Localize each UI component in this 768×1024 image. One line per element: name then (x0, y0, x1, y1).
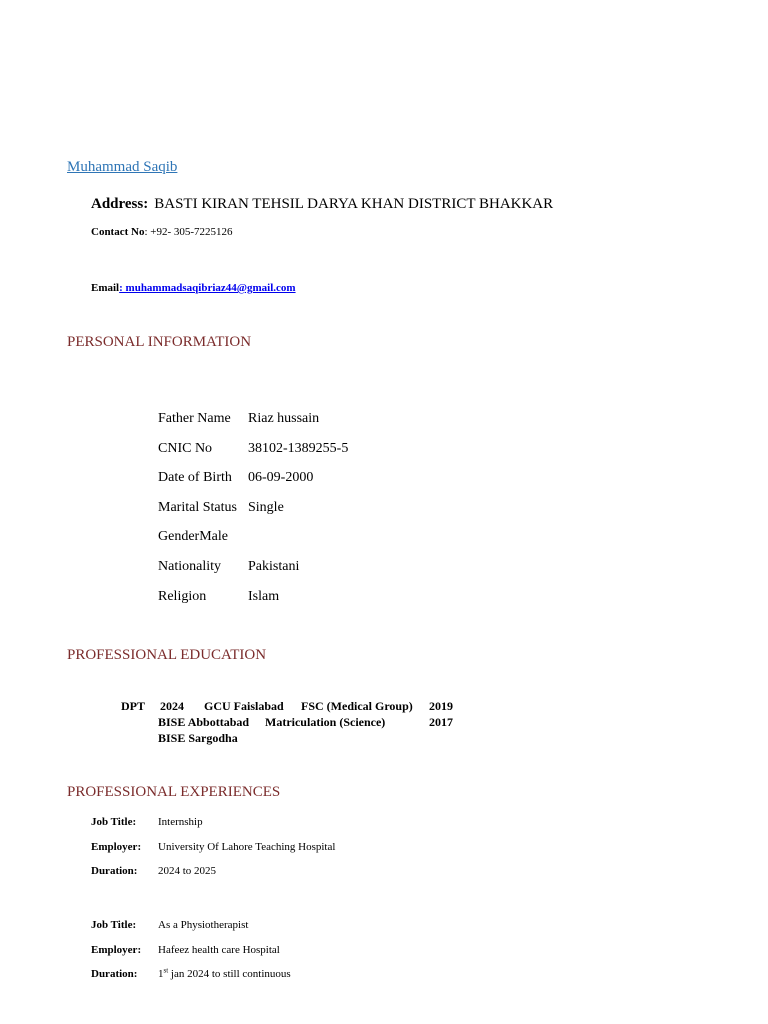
email-link[interactable]: : muhammadsaqibriaz44@gmail.com (119, 282, 296, 294)
pi-value: Riaz hussain (248, 411, 320, 426)
job-title-label: Job Title: (91, 816, 137, 828)
contact-separator: : (144, 226, 148, 238)
edu-institute: GCU Faislabad (204, 699, 284, 713)
duration-label: Duration: (91, 865, 138, 877)
education-heading: PROFESSIONAL EDUCATION (67, 647, 267, 663)
edu-board: BISE Abbottabad (158, 715, 250, 729)
edu-degree-year: 2024 (160, 699, 184, 713)
duration-label: Duration: (91, 968, 138, 980)
duration (158, 968, 291, 980)
pi-label: Nationality (158, 558, 221, 574)
applicant-name[interactable]: Muhammad Saqib (67, 159, 178, 175)
email-label: Email (91, 282, 120, 294)
edu-fsc: FSC (Medical Group) (301, 699, 413, 713)
address-label: Address: (91, 196, 149, 212)
duration: 2024 to 2025 (158, 865, 217, 877)
pi-value: Pakistani (248, 558, 300, 574)
contact-label: Contact No (91, 226, 145, 238)
pi-value: Islam (248, 588, 280, 604)
address-value: BASTI KIRAN TEHSIL DARYA KHAN DISTRICT BHAKKAR (154, 196, 554, 212)
pi-label: Marital Status (158, 499, 237, 515)
edu-board: BISE Sargodha (158, 731, 238, 745)
email-line (91, 282, 296, 294)
duration-rest: jan 2024 to still continuous (168, 968, 291, 980)
personal-info-heading: PERSONAL INFORMATION (67, 334, 252, 350)
edu-matric-year: 2017 (429, 715, 453, 729)
address-line (91, 196, 553, 213)
experience-heading: PROFESSIONAL EXPERIENCES (67, 784, 281, 800)
job-title: As a Physiotherapist (158, 919, 249, 931)
pi-value: 38102-1389255-5 (248, 440, 349, 456)
pi-label: Father Name (158, 411, 231, 426)
pi-label: Religion (158, 588, 207, 604)
employer: Hafeez health care Hospital (158, 944, 280, 956)
pi-value: Single (248, 499, 284, 515)
edu-matric: Matriculation (Science) (265, 715, 386, 729)
employer: University Of Lahore Teaching Hospital (158, 841, 336, 853)
duration-day: 1 (158, 968, 164, 980)
job-title-label: Job Title: (91, 919, 137, 931)
pi-value: 06-09-2000 (248, 470, 314, 486)
employer-label: Employer: (91, 841, 142, 853)
pi-label: CNIC No (158, 440, 213, 456)
job-title: Internship (158, 816, 203, 828)
edu-fsc-year: 2019 (429, 699, 453, 713)
pi-label: Date of Birth (158, 470, 232, 486)
edu-degree: DPT (121, 699, 145, 713)
contact-line (91, 226, 233, 238)
pi-label: GenderMale (158, 529, 228, 545)
duration-ordinal: st (163, 966, 169, 975)
contact-value: +92- 305-7225126 (147, 226, 233, 238)
employer-label: Employer: (91, 944, 142, 956)
